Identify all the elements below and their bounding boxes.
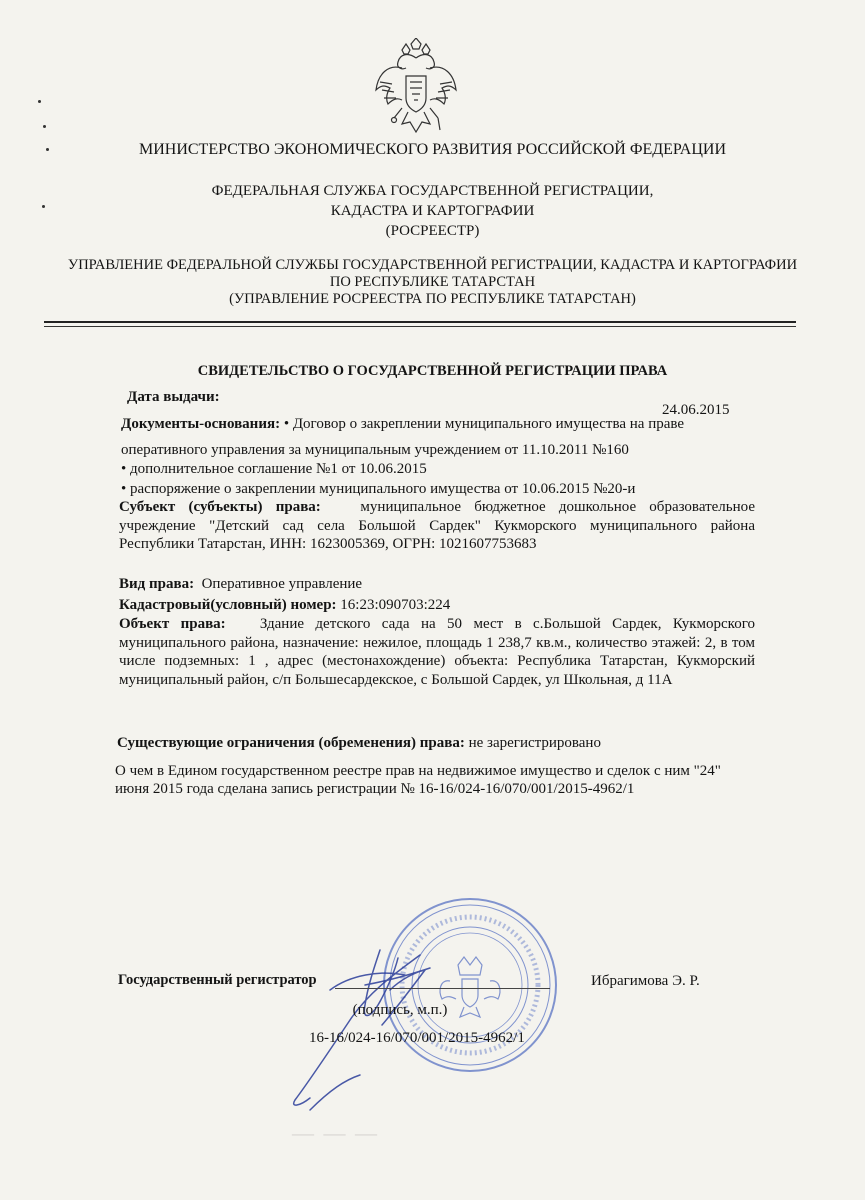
object-block: Объект права: Здание детского сада на 50 мест в с.Большой Сардек, Кукморского муниципального района, назначение: нежилое, площадь 1 238,7 кв.м., количество этажей: 2, в том числе подземных: 1 , адрес (местонахождение) объекта: Республика Татарстан, Кукморский муниципальный район, с/п Большесардекское, с Большой Сардек, ул Школьная, д 11А [119, 616, 755, 688]
cadastral-line: Кадастровый(условный) номер: 16:23:090703:224 [119, 597, 451, 613]
department-line-2: ПО РЕСПУБЛИКЕ ТАТАРСТАН [329, 274, 536, 290]
issue-date-value: 24.06.2015 [662, 402, 730, 418]
margin-mark [46, 148, 49, 151]
faded-backprint: — — — [290, 1120, 377, 1145]
header-divider-thick [44, 321, 796, 323]
department-line-1: УПРАВЛЕНИЕ ФЕДЕРАЛЬНОЙ СЛУЖБЫ ГОСУДАРСТВЕННОЙ РЕГИСТРАЦИИ, КАДАСТРА И КАРТОГРАФИИ [67, 257, 798, 273]
registrar-label: Государственный регистратор [118, 972, 317, 988]
ministry-title: МИНИСТЕРСТВО ЭКОНОМИЧЕСКОГО РАЗВИТИЯ РОССИЙСКОЙ ФЕДЕРАЦИИ [138, 141, 726, 158]
registry-line-2: июня 2015 года сделана запись регистрации № 16-16/024-16/070/001/2015-4962/1 [115, 781, 635, 797]
basis-line-3: • дополнительное соглашение №1 от 10.06.2015 [121, 461, 427, 477]
service-line-2: КАДАСТРА И КАРТОГРАФИИ [330, 203, 535, 219]
record-number: 16-16/024-16/070/001/2015-4962/1 [309, 1030, 525, 1046]
margin-mark [43, 125, 46, 128]
right-type-line: Вид права: Оперативное управление [119, 576, 363, 592]
department-title [0, 257, 865, 308]
basis-line-2: оперативного управления за муниципальным учреждением от 11.10.2011 №160 [121, 442, 629, 458]
service-line-3: (РОСРЕЕСТР) [385, 223, 480, 239]
federal-service-title [0, 181, 865, 241]
signature-line [335, 988, 550, 989]
registrar-name: Ибрагимова Э. Р. [591, 973, 700, 989]
department-line-3: (УПРАВЛЕНИЕ РОСРЕЕСТРА ПО РЕСПУБЛИКЕ ТАТАРСТАН) [229, 291, 636, 307]
coat-of-arms-emblem [372, 38, 460, 138]
basis-line-1: Документы-основания: • Договор о закреплении муниципального имущества на праве [121, 416, 685, 432]
margin-mark [38, 100, 41, 103]
certificate-title: СВИДЕТЕЛЬСТВО О ГОСУДАРСТВЕННОЙ РЕГИСТРАЦИИ ПРАВА [197, 363, 668, 379]
service-line-1: ФЕДЕРАЛЬНАЯ СЛУЖБА ГОСУДАРСТВЕННОЙ РЕГИСТРАЦИИ, [211, 183, 654, 199]
subject-block: Субъект (субъекты) права: муниципальное бюджетное дошкольное образовательное учреждение "Детский сад села Большой Сардек" Кукморского муниципального района Республики Татарстан, ИНН: 1623005369, ОГРН: 1021607753683 [119, 499, 755, 552]
registry-line-1: О чем в Едином государственном реестре прав на недвижимое имущество и сделок с ним "24" [115, 763, 721, 779]
basis-line-4: • распоряжение о закреплении муниципального имущества от 10.06.2015 №20-и [121, 481, 636, 497]
margin-mark [42, 205, 45, 208]
restrictions-line: Существующие ограничения (обременения) права: не зарегистрировано [117, 735, 601, 751]
signature-caption: (подпись, м.п.) [352, 1002, 448, 1018]
issue-date-label: Дата выдачи: [127, 389, 220, 405]
header-divider-thin [44, 326, 796, 327]
